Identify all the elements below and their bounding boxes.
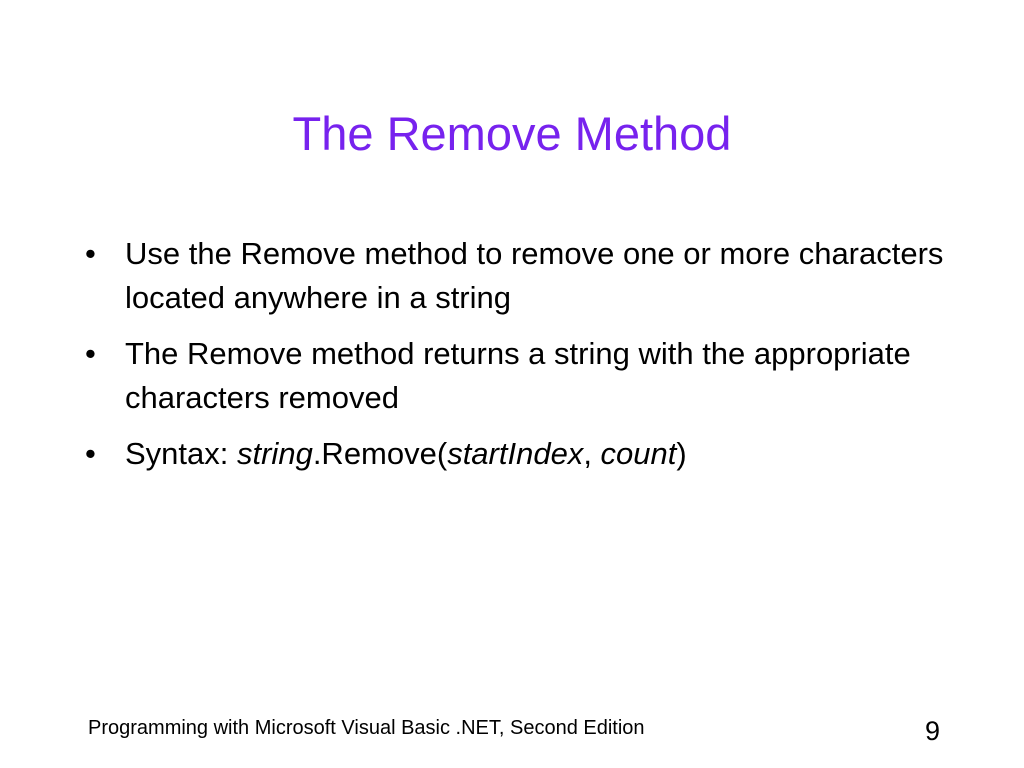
syntax-param-count: count [600, 436, 677, 471]
syntax-close: ) [676, 436, 687, 471]
syntax-separator: , [583, 436, 601, 471]
syntax-line [125, 432, 945, 476]
bullet-icon: • [85, 436, 96, 471]
bullet-text: Use the Remove method to remove one or more characters located anywhere in a string [125, 236, 944, 315]
bullet-text: The Remove method returns a string with the appropriate characters removed [125, 336, 911, 415]
bullet-item [85, 332, 945, 420]
footer-text: Programming with Microsoft Visual Basic .NET, Second Edition [88, 717, 645, 739]
syntax-label: Syntax: [125, 436, 237, 471]
page-number: 9 [924, 716, 940, 746]
bullet-icon: • [85, 336, 96, 371]
syntax-param-start-index: startIndex [447, 436, 584, 471]
bullet-item [85, 232, 945, 320]
syntax-object: string [237, 436, 313, 471]
slide-title: The Remove Method [292, 107, 732, 160]
bullet-icon: • [85, 236, 96, 271]
syntax-method: .Remove( [312, 436, 448, 471]
syntax-bullet [85, 432, 945, 476]
bullet-list [85, 232, 945, 488]
